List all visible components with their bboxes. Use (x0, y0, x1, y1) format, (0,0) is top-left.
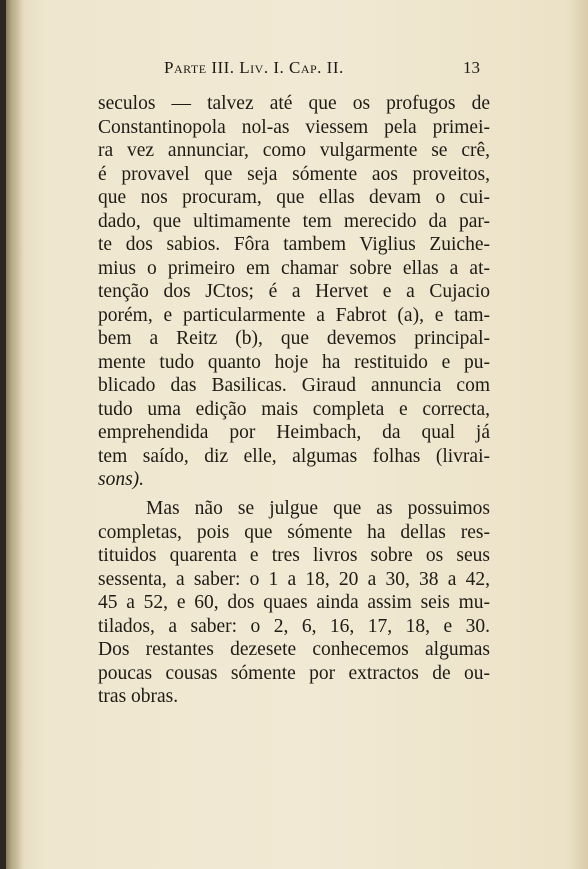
italic-word: sons). (98, 469, 145, 490)
text-line: é provavel que seja sómente aos proveitos, (98, 164, 490, 185)
text-line: porém, e particularmente a Fabrot (a), e tam- (98, 305, 490, 326)
text-line: emprehendida por Heimbach, da qual já (98, 422, 490, 443)
text-line: tituidos quarenta e tres livros sobre os seus (98, 545, 490, 566)
page-gutter (6, 0, 24, 869)
text-line: tilados, a saber: o 2, 6, 16, 17, 18, e 30. (98, 616, 490, 637)
text-line: bem a Reitz (b), que devemos principal- (98, 328, 490, 349)
text-line (98, 468, 490, 492)
text-line: Constantinopola nol-as viessem pela primei- (98, 117, 490, 138)
text-line: Mas não se julgue que as possuimos (146, 498, 490, 519)
text-line: Dos restantes dezesete conhecemos algumas (98, 639, 490, 660)
text-line: mente tudo quanto hoje ha restituido e pu- (98, 352, 490, 373)
text-line: completas, pois que sómente ha dellas res- (98, 522, 490, 543)
text-line: ra vez annunciar, como vulgarmente se crê, (98, 140, 490, 161)
text-line: tenção dos JCtos; é a Hervet e a Cujacio (98, 281, 490, 302)
book-page (6, 0, 588, 869)
text-line: tras obras. (98, 686, 179, 707)
page-number: 13 (463, 58, 480, 77)
text-line: sessenta, a saber: o 1 a 18, 20 a 30, 38 a 42, (98, 569, 490, 590)
text-line: que nos procuram, que ellas devam o cui- (98, 187, 490, 208)
text-line: seculos — talvez até que os profugos de (98, 93, 490, 114)
text-line: te dos sabios. Fôra tambem Viglius Zuiche- (98, 234, 490, 255)
text-line: mius o primeiro em chamar sobre ellas a at- (98, 258, 490, 279)
text-line: tem saído, diz elle, algumas folhas (livrai- (98, 446, 490, 467)
text-line: 45 a 52, e 60, dos quaes ainda assim seis mu- (98, 592, 490, 613)
text-line: tudo uma edição mais completa e correcta, (98, 399, 490, 420)
text-line: poucas cousas sómente por extractos de ou- (98, 663, 490, 684)
text-line: dado, que ultimamente tem merecido da par- (98, 211, 490, 232)
running-head: Parte III. Liv. I. Cap. II. (164, 58, 344, 77)
page-header (6, 58, 588, 80)
text-line: blicado das Basilicas. Giraud annuncia com (98, 375, 490, 396)
